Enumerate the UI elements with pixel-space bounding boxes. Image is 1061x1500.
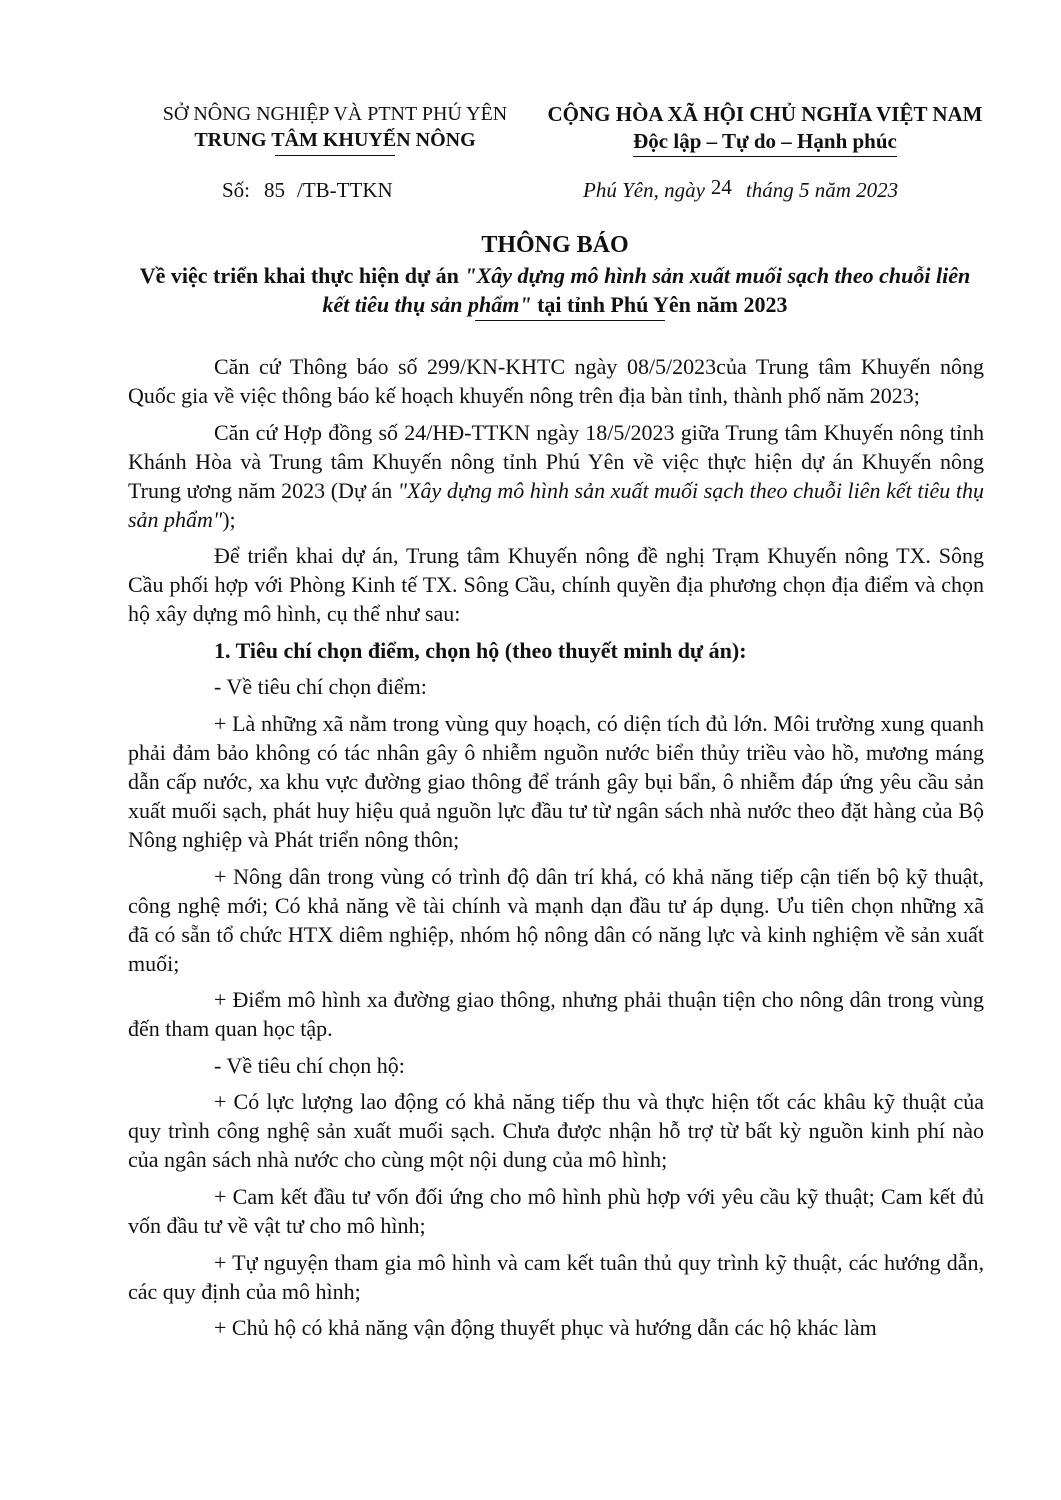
household-criterion-3: + Tự nguyện tham gia mô hình và cam kết tuân thủ quy trình kỹ thuật, các hướng dẫn, các quy định của mô hình; — [128, 1249, 984, 1304]
site-criterion-2: + Nông dân trong vùng có trình độ dân trí khá, có khả năng tiếp cận tiến bộ kỹ thuật, công nghệ mới; Có khả năng về tài chính và mạnh dạn đầu tư áp dụng. Ưu tiên chọn những xã đã có sẵn tổ chức HTX diêm nghiệp, nhóm hộ nông dân có năng lực và kinh nghiệm về sản xuất muối; — [128, 863, 984, 976]
issuing-center: TRUNG TÂM KHUYẾN NÔNG — [194, 129, 476, 151]
document-number — [222, 176, 393, 204]
document-number-value: 85 — [264, 178, 286, 202]
legal-basis-1: Căn cứ Thông báo số 299/KN-KHTC ngày 08/5/2023của Trung tâm Khuyến nông Quốc gia về việc thông báo kế hoạch khuyến nông trên địa bàn tỉnh, thành phố năm 2023; — [128, 354, 984, 408]
legal-basis-2-project: "Xây dựng mô hình sản xuất muối sạch theo chuỗi liên kết tiêu thụ sản phẩm" — [128, 477, 984, 532]
site-criterion-3: + Điểm mô hình xa đường giao thông, nhưng phải thuận tiện cho nông dân trong vùng đến tham quan học tập. — [128, 987, 984, 1042]
subtitle-end: tại tỉnh Phú Yên năm 2023 — [531, 292, 788, 317]
national-motto-block — [530, 101, 1000, 157]
household-criteria-heading: - Về tiêu chí chọn hộ: — [214, 1052, 405, 1078]
section-1-heading: 1. Tiêu chí chọn điểm, chọn hộ (theo thuyết minh dự án): — [214, 637, 747, 663]
purpose-paragraph: Để triển khai dự án, Trung tâm Khuyến nông đề nghị Trạm Khuyến nông TX. Sông Cầu phối hợp với Phòng Kinh tế TX. Sông Cầu, chính quyền địa phương chọn địa điểm và chọn hộ xây dựng mô hình, cụ thể như sau: — [128, 543, 984, 627]
document-number-suffix: /TB-TTKN — [297, 178, 393, 202]
date-day: 24 — [710, 175, 732, 199]
title-underline — [475, 320, 665, 321]
legal-basis-2 — [128, 418, 984, 534]
household-criterion-1: + Có lực lượng lao động có khả năng tiếp thu và thực hiện tốt các khâu kỹ thuật của quy trình công nghệ sản xuất muối sạch. Chưa được nhận hỗ trợ từ bất kỳ nguồn kinh phí nào của ngân sách nhà nước cho cùng một nội dung của mô hình; — [128, 1089, 984, 1173]
national-motto: Độc lập – Tự do – Hạnh phúc — [633, 127, 897, 157]
document-number-prefix: Số: — [222, 178, 251, 202]
place-date-line — [583, 176, 898, 204]
national-title: CỘNG HÒA XÃ HỘI CHỦ NGHĨA VIỆT NAM — [547, 102, 983, 126]
document-title: THÔNG BÁO — [481, 232, 629, 258]
legal-basis-2-text: Căn cứ Hợp đồng số 24/HĐ-TTKN ngày 18/5/2023 giữa Trung tâm Khuyến nông tỉnh Khánh Hòa và Trung tâm Khuyến nông tỉnh Phú Yên về việc thực hiện dự án Khuyến nông Trung ương năm 2023 (Dự án — [128, 419, 984, 503]
subtitle-project-name: "Xây dựng mô hình sản xuất muối sạch theo chuỗi liên kết tiêu thụ sản phẩm" — [322, 263, 971, 317]
date-prefix: Phú Yên, ngày — [583, 178, 705, 202]
issuing-agency-block — [130, 101, 540, 156]
document-body — [128, 352, 984, 1350]
parent-agency: SỞ NÔNG NGHIỆP VÀ PTNT PHÚ YÊN — [162, 103, 508, 125]
agency-underline — [275, 155, 395, 156]
household-criterion-4: + Chủ hộ có khả năng vận động thuyết phục và hướng dẫn các hộ khác làm — [214, 1315, 877, 1341]
legal-basis-2-end: ); — [222, 506, 236, 532]
title-block — [130, 230, 980, 319]
document-subtitle — [130, 261, 980, 319]
site-criterion-1: + Là những xã nằm trong vùng quy hoạch, có diện tích đủ lớn. Môi trường xung quanh phải đảm bảo không có tác nhân gây ô nhiễm nguồn nước biển thủy triều vào hồ, mương máng dẫn cấp nước, xa khu vực đường giao thông để tránh gây bụi bẩn, ô nhiễm đáp ứng yêu cầu sản xuất muối sạch, phát huy hiệu quả nguồn lực đầu tư từ ngân sách nhà nước theo đặt hàng của Bộ Nông nghiệp và Phát triển nông thôn; — [128, 710, 984, 852]
site-criteria-heading: - Về tiêu chí chọn điểm: — [214, 674, 427, 700]
subtitle-start: Về việc triển khai thực hiện dự án — [139, 263, 465, 288]
household-criterion-2: + Cam kết đầu tư vốn đối ứng cho mô hình phù hợp với yêu cầu kỹ thuật; Cam kết đủ vốn đầu tư về vật tư cho mô hình; — [128, 1183, 984, 1238]
date-suffix: tháng 5 năm 2023 — [745, 178, 899, 202]
